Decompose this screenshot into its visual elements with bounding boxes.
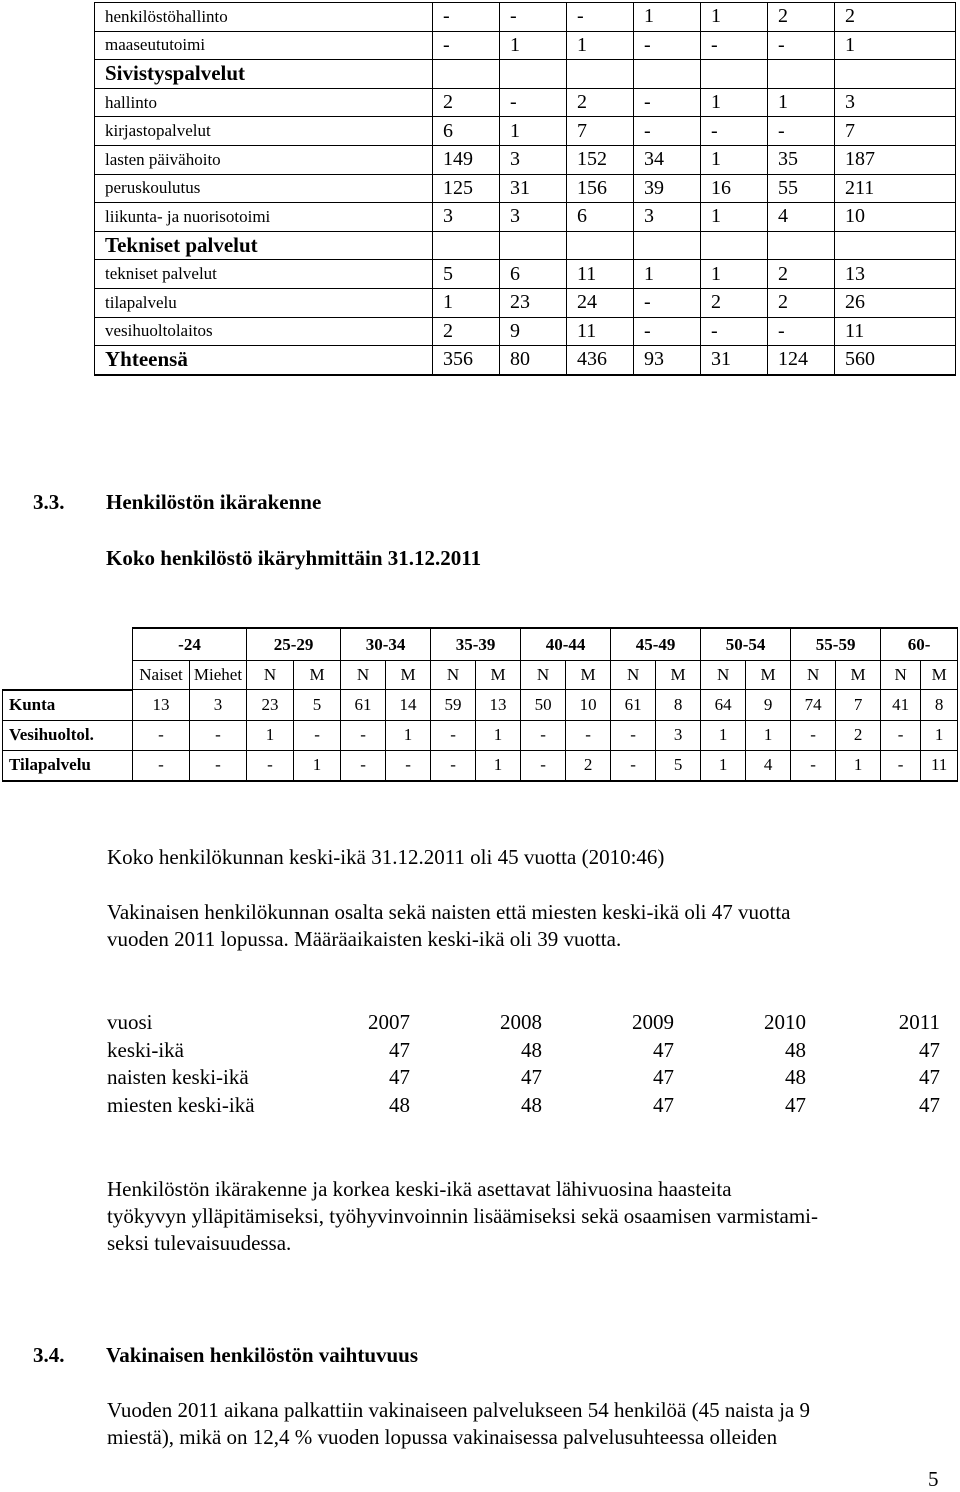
- staff-by-unit-table-body: [95, 3, 956, 375]
- table-cell: 1: [500, 31, 567, 60]
- table-cell: -: [634, 117, 701, 146]
- corner-cell: [3, 628, 133, 661]
- table-row: [107, 1037, 940, 1065]
- table-cell: -: [190, 750, 247, 781]
- table-cell: 64: [701, 690, 746, 721]
- section-title: Henkilöstön ikärakenne: [106, 490, 322, 514]
- table-cell: [634, 60, 701, 89]
- table-row: [95, 288, 956, 317]
- table-row: [95, 31, 956, 60]
- age-group-header: 60-: [881, 628, 958, 661]
- table-cell: -: [500, 3, 567, 32]
- gender-header: N: [881, 661, 921, 690]
- section-number: 3.4.: [33, 1343, 65, 1367]
- table-cell: 2009: [632, 1010, 674, 1035]
- table-cell: 1: [476, 750, 521, 781]
- table-cell: 1: [294, 750, 341, 781]
- table-cell: 48: [389, 1092, 410, 1117]
- table-cell: -: [433, 3, 500, 32]
- table-cell: -: [433, 31, 500, 60]
- table-cell: 11: [921, 750, 958, 781]
- table-cell: -: [611, 720, 656, 750]
- table-row: [3, 720, 958, 750]
- table-row: [3, 690, 958, 721]
- average-age-by-year-body: [107, 1009, 940, 1119]
- table-cell: 4: [768, 203, 835, 232]
- category-header-row: [95, 60, 956, 89]
- table-cell: 11: [567, 317, 634, 346]
- table-cell: 2007: [368, 1010, 410, 1035]
- turnover-text-line-2: miestä), mikä on 12,4 % vuoden lopussa vakinaisessa palvelusuhteessa olleiden: [107, 1425, 778, 1449]
- table-cell: 1: [746, 720, 791, 750]
- table-row: [95, 88, 956, 117]
- table-cell: 6: [567, 203, 634, 232]
- table-cell: 2: [433, 317, 500, 346]
- table-cell: 7: [835, 117, 956, 146]
- table-cell: -: [701, 31, 768, 60]
- table-cell: 187: [835, 145, 956, 174]
- table-cell: 26: [835, 288, 956, 317]
- table-cell: 1: [247, 720, 294, 750]
- table-row: [95, 260, 956, 289]
- total-row: [95, 346, 956, 375]
- table-cell: 47: [919, 1037, 940, 1062]
- table-cell: -: [133, 750, 190, 781]
- table-cell: -: [701, 117, 768, 146]
- section-number: 3.3.: [33, 490, 65, 514]
- table-cell: -: [567, 3, 634, 32]
- table-cell: 9: [746, 690, 791, 721]
- table-cell: -: [500, 88, 567, 117]
- row-label: vuosi: [107, 1010, 153, 1035]
- table-cell: -: [431, 750, 476, 781]
- table-cell: -: [791, 720, 836, 750]
- table-cell: [701, 60, 768, 89]
- table-cell: 3: [433, 203, 500, 232]
- turnover-text-line-1: Vuoden 2011 aikana palkattiin vakinaiseen palvelukseen 54 henkilöä (45 naista ja 9: [107, 1398, 810, 1422]
- gender-header: N: [247, 661, 294, 690]
- table-cell: 7: [836, 690, 881, 721]
- table-cell: 1: [567, 31, 634, 60]
- table-cell: 6: [500, 260, 567, 289]
- table-cell: -: [881, 750, 921, 781]
- gender-header: Miehet: [190, 661, 247, 690]
- table-cell: 1: [701, 750, 746, 781]
- row-label: tekniset palvelut: [95, 260, 433, 289]
- table-cell: 4: [746, 750, 791, 781]
- gender-header-row: [3, 661, 958, 690]
- gender-header: M: [386, 661, 431, 690]
- gender-header: M: [921, 661, 958, 690]
- table-cell: -: [701, 317, 768, 346]
- table-cell: 1: [634, 260, 701, 289]
- conclusion-line-1: Henkilöstön ikärakenne ja korkea keski-ikä asettavat lähivuosina haasteita: [107, 1177, 732, 1201]
- row-label: Yhteensä: [95, 346, 433, 375]
- table-cell: 80: [500, 346, 567, 375]
- table-cell: 13: [835, 260, 956, 289]
- table-row: [107, 1064, 940, 1092]
- table-cell: -: [768, 117, 835, 146]
- table-caption: Koko henkilöstö ikäryhmittäin 31.12.2011: [106, 546, 482, 570]
- row-label: keski-ikä: [107, 1037, 184, 1062]
- table-row: [95, 203, 956, 232]
- row-label: lasten päivähoito: [95, 145, 433, 174]
- corner-cell: [3, 661, 133, 690]
- age-group-header: 35-39: [431, 628, 521, 661]
- table-cell: [768, 231, 835, 260]
- table-cell: 11: [567, 260, 634, 289]
- table-cell: 41: [881, 690, 921, 721]
- table-cell: 2011: [898, 1010, 940, 1035]
- table-cell: 16: [701, 174, 768, 203]
- table-cell: 124: [768, 346, 835, 375]
- table-cell: 1: [921, 720, 958, 750]
- gender-header: N: [701, 661, 746, 690]
- table-cell: 23: [500, 288, 567, 317]
- page-number: 5: [928, 1467, 939, 1491]
- gender-header: N: [341, 661, 386, 690]
- gender-header: M: [476, 661, 521, 690]
- table-cell: 3: [656, 720, 701, 750]
- table-cell: 39: [634, 174, 701, 203]
- age-group-header: 25-29: [247, 628, 341, 661]
- table-cell: -: [247, 750, 294, 781]
- year-header-row: [107, 1009, 940, 1037]
- table-cell: 47: [653, 1065, 674, 1090]
- row-label: Tekniset palvelut: [95, 231, 433, 260]
- age-group-header: 45-49: [611, 628, 701, 661]
- gender-header: M: [746, 661, 791, 690]
- row-label: kirjastopalvelut: [95, 117, 433, 146]
- gender-header: Naiset: [133, 661, 190, 690]
- gender-header: M: [656, 661, 701, 690]
- table-cell: 436: [567, 346, 634, 375]
- table-row: [95, 174, 956, 203]
- staff-by-unit-table: [94, 2, 956, 376]
- table-cell: 149: [433, 145, 500, 174]
- table-cell: 34: [634, 145, 701, 174]
- table-cell: 47: [389, 1065, 410, 1090]
- table-cell: 1: [634, 3, 701, 32]
- table-cell: -: [521, 720, 566, 750]
- table-cell: 48: [521, 1037, 542, 1062]
- table-cell: 3: [500, 203, 567, 232]
- table-cell: 48: [785, 1037, 806, 1062]
- table-cell: -: [521, 750, 566, 781]
- table-cell: 9: [500, 317, 567, 346]
- table-cell: 3: [190, 690, 247, 721]
- table-cell: 5: [433, 260, 500, 289]
- table-cell: -: [294, 720, 341, 750]
- permanent-staff-text-line-1: Vakinaisen henkilökunnan osalta sekä naisten että miesten keski-ikä oli 47 vuotta: [107, 900, 791, 924]
- table-cell: 11: [835, 317, 956, 346]
- age-structure-table: [2, 627, 958, 782]
- table-cell: 152: [567, 145, 634, 174]
- table-cell: -: [431, 720, 476, 750]
- average-age-by-year-table: [107, 1009, 940, 1119]
- table-cell: 2: [567, 88, 634, 117]
- table-cell: -: [634, 31, 701, 60]
- table-cell: 2: [836, 720, 881, 750]
- row-label: peruskoulutus: [95, 174, 433, 203]
- row-label: Sivistyspalvelut: [95, 60, 433, 89]
- table-cell: 47: [653, 1037, 674, 1062]
- row-label: liikunta- ja nuorisotoimi: [95, 203, 433, 232]
- row-label: vesihuoltolaitos: [95, 317, 433, 346]
- row-label: hallinto: [95, 88, 433, 117]
- row-label: Kunta: [3, 690, 133, 721]
- permanent-staff-text-line-2: vuoden 2011 lopussa. Määräaikaisten keski-ikä oli 39 vuotta.: [107, 927, 622, 951]
- table-cell: 31: [500, 174, 567, 203]
- table-cell: -: [611, 750, 656, 781]
- table-cell: 61: [341, 690, 386, 721]
- gender-header: N: [521, 661, 566, 690]
- table-cell: 1: [433, 288, 500, 317]
- table-cell: 8: [921, 690, 958, 721]
- table-cell: 3: [500, 145, 567, 174]
- table-cell: [567, 60, 634, 89]
- table-cell: 1: [768, 88, 835, 117]
- table-cell: 61: [611, 690, 656, 721]
- table-cell: 47: [521, 1065, 542, 1090]
- age-group-header-row: [3, 628, 958, 661]
- age-group-header: 55-59: [791, 628, 881, 661]
- table-cell: 47: [389, 1037, 410, 1062]
- row-label: Tilapalvelu: [3, 750, 133, 781]
- table-cell: -: [190, 720, 247, 750]
- table-cell: [701, 231, 768, 260]
- table-cell: 35: [768, 145, 835, 174]
- table-cell: 1: [836, 750, 881, 781]
- table-cell: -: [386, 750, 431, 781]
- table-cell: 5: [656, 750, 701, 781]
- table-cell: 1: [701, 3, 768, 32]
- table-cell: 1: [500, 117, 567, 146]
- table-cell: -: [634, 88, 701, 117]
- table-cell: 13: [133, 690, 190, 721]
- conclusion-line-2: työkyvyn ylläpitämiseksi, työhyvinvoinnin lisäämiseksi sekä osaamisen varmistami-: [107, 1204, 818, 1228]
- table-cell: 47: [653, 1092, 674, 1117]
- gender-header: M: [294, 661, 341, 690]
- category-header-row: [95, 231, 956, 260]
- table-cell: 2: [701, 288, 768, 317]
- table-cell: -: [881, 720, 921, 750]
- table-cell: 8: [656, 690, 701, 721]
- table-cell: 2: [566, 750, 611, 781]
- table-cell: [500, 60, 567, 89]
- gender-header: N: [791, 661, 836, 690]
- table-cell: 1: [701, 145, 768, 174]
- table-cell: -: [634, 317, 701, 346]
- conclusion-line-3: seksi tulevaisuudessa.: [107, 1231, 292, 1255]
- table-cell: [433, 60, 500, 89]
- section-title: Vakinaisen henkilöstön vaihtuvuus: [106, 1343, 419, 1367]
- table-cell: 560: [835, 346, 956, 375]
- table-row: [95, 145, 956, 174]
- table-cell: 1: [386, 720, 431, 750]
- table-cell: 356: [433, 346, 500, 375]
- table-cell: 1: [701, 203, 768, 232]
- table-row: [95, 117, 956, 146]
- table-cell: [835, 60, 956, 89]
- table-cell: 59: [431, 690, 476, 721]
- table-cell: 156: [567, 174, 634, 203]
- table-cell: 125: [433, 174, 500, 203]
- age-group-header: 40-44: [521, 628, 611, 661]
- age-group-header: -24: [133, 628, 247, 661]
- table-cell: 14: [386, 690, 431, 721]
- table-cell: 10: [566, 690, 611, 721]
- gender-header: N: [431, 661, 476, 690]
- table-cell: 3: [835, 88, 956, 117]
- table-cell: [835, 231, 956, 260]
- table-cell: 31: [701, 346, 768, 375]
- table-cell: 1: [476, 720, 521, 750]
- table-cell: 13: [476, 690, 521, 721]
- table-cell: [567, 231, 634, 260]
- table-cell: 47: [919, 1092, 940, 1117]
- row-label: maaseututoimi: [95, 31, 433, 60]
- table-cell: 7: [567, 117, 634, 146]
- table-cell: [433, 231, 500, 260]
- age-structure-table-body: [3, 628, 958, 781]
- table-row: [107, 1092, 940, 1120]
- table-cell: 3: [634, 203, 701, 232]
- gender-header: N: [611, 661, 656, 690]
- table-cell: 1: [701, 88, 768, 117]
- row-label: henkilöstöhallinto: [95, 3, 433, 32]
- gender-header: M: [566, 661, 611, 690]
- table-cell: -: [768, 317, 835, 346]
- table-cell: [634, 231, 701, 260]
- table-cell: 211: [835, 174, 956, 203]
- table-cell: 2: [768, 3, 835, 32]
- table-cell: 2: [768, 260, 835, 289]
- table-cell: 5: [294, 690, 341, 721]
- table-cell: 55: [768, 174, 835, 203]
- table-cell: -: [634, 288, 701, 317]
- table-row: [3, 750, 958, 781]
- table-cell: 1: [701, 260, 768, 289]
- row-label: miesten keski-ikä: [107, 1092, 255, 1117]
- row-label: naisten keski-ikä: [107, 1065, 249, 1090]
- table-cell: -: [768, 31, 835, 60]
- table-cell: 23: [247, 690, 294, 721]
- table-cell: 47: [919, 1065, 940, 1090]
- table-cell: 2: [433, 88, 500, 117]
- gender-header: M: [836, 661, 881, 690]
- table-cell: 50: [521, 690, 566, 721]
- table-cell: 74: [791, 690, 836, 721]
- table-cell: 24: [567, 288, 634, 317]
- table-cell: -: [791, 750, 836, 781]
- table-cell: 1: [701, 720, 746, 750]
- table-cell: 2: [835, 3, 956, 32]
- table-cell: [500, 231, 567, 260]
- age-group-header: 30-34: [341, 628, 431, 661]
- table-cell: 47: [785, 1092, 806, 1117]
- table-cell: 6: [433, 117, 500, 146]
- average-age-text: Koko henkilökunnan keski-ikä 31.12.2011 oli 45 vuotta (2010:46): [107, 845, 665, 869]
- table-row: [95, 3, 956, 32]
- row-label: tilapalvelu: [95, 288, 433, 317]
- table-cell: -: [341, 750, 386, 781]
- table-cell: -: [133, 720, 190, 750]
- table-cell: -: [341, 720, 386, 750]
- table-cell: 2008: [500, 1010, 542, 1035]
- table-cell: 48: [521, 1092, 542, 1117]
- table-cell: 10: [835, 203, 956, 232]
- table-cell: 48: [785, 1065, 806, 1090]
- table-cell: 2010: [764, 1010, 806, 1035]
- table-cell: -: [566, 720, 611, 750]
- table-cell: 93: [634, 346, 701, 375]
- table-cell: 1: [835, 31, 956, 60]
- table-row: [95, 317, 956, 346]
- row-label: Vesihuoltol.: [3, 720, 133, 750]
- table-cell: [768, 60, 835, 89]
- table-cell: 2: [768, 288, 835, 317]
- age-group-header: 50-54: [701, 628, 791, 661]
